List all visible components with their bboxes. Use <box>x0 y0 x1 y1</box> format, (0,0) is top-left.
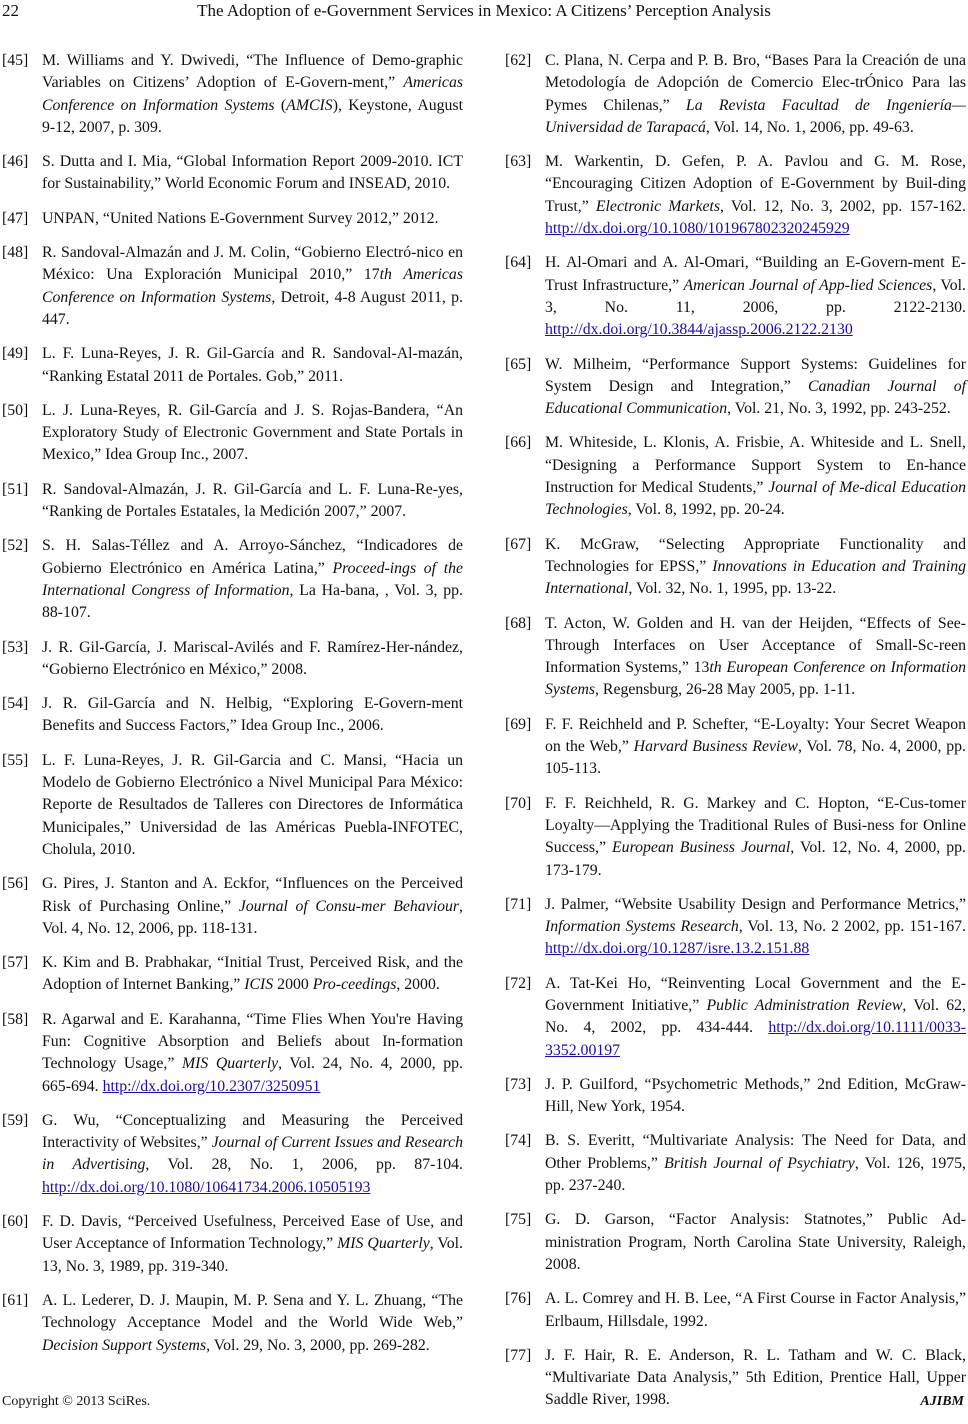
reference-entry <box>505 1130 966 1197</box>
reference-number: [65] <box>505 355 532 373</box>
reference-text-segment: , Vol. 24, No. 4, 2000, pp. 665-694. <box>42 1055 463 1095</box>
reference-text-segment: A. L. Lederer, D. J. Maupin, M. P. Sena and Y. L. Zhuang, “The Technology Acceptance Model and the World Wide Web,” <box>42 1291 463 1332</box>
reference-source-title: th European Conference on Information Systems <box>545 659 966 699</box>
reference-text <box>42 242 463 331</box>
reference-source-title: AMCIS <box>286 96 333 114</box>
reference-text-segment: A. L. Comrey and H. B. Lee, “A First Course in Factor Analysis,” Erlbaum, Hillsdale, 1992. <box>545 1290 966 1330</box>
reference-text <box>42 343 463 388</box>
reference-source-title: MIS Quarterly <box>337 1235 430 1253</box>
reference-text <box>42 637 463 682</box>
reference-text-segment: , Vol. 62, No. 4, 2002, pp. 434-444. <box>545 996 966 1037</box>
reference-entry <box>505 50 966 139</box>
reference-number: [69] <box>505 715 532 733</box>
doi-link[interactable]: http://dx.doi.org/10.1080/10641734.2006.10505193 <box>42 1178 371 1196</box>
reference-number: [53] <box>2 638 29 656</box>
references-left-column <box>2 50 463 1369</box>
reference-text-segment: , Vol. 78, No. 4, 2000, pp. 105-113. <box>545 738 966 778</box>
reference-source-title: Journal of Current Issues and Research in Advertising <box>42 1134 463 1174</box>
reference-text-segment: M. Williams and Y. Dwivedi, “The Influence of Demo-graphic Variables on Citizens’ Adoption of E-Govern-ment,” <box>42 52 463 92</box>
reference-text <box>545 432 966 521</box>
reference-text-segment: , Detroit, 4-8 August 2011, p. 447. <box>42 288 463 328</box>
reference-text-segment: 2000 <box>273 976 313 994</box>
reference-entry <box>2 1290 463 1357</box>
doi-link[interactable]: http://dx.doi.org/10.1111/0033-3352.00197 <box>545 1019 966 1059</box>
reference-text-segment: L. F. Luna-Reyes, J. R. Gil-Garcia and C. Mansi, “Hacia un Modelo de Gobierno Electrónico a Nivel Municipal Para México: Reporte de Resultados de Talleres con Directores de Informática Municipales,” Universidad de las Américas Puebla-INFOTEC, Cholula, 2010. <box>42 751 463 858</box>
reference-number: [68] <box>505 614 532 632</box>
reference-source-title: Pro-ceedings <box>312 976 397 994</box>
reference-text <box>545 973 966 1062</box>
reference-entry <box>2 693 463 738</box>
reference-text-segment: R. Sandoval-Almazán, J. R. Gil-García and L. F. Luna-Re-yes, “Ranking de Portales Estatales, la Medición 2007,” 2007. <box>42 480 463 521</box>
reference-text-segment: , Vol. 32, No. 1, 1995, pp. 13-22. <box>628 580 837 598</box>
reference-entry <box>2 952 463 997</box>
reference-text-segment: , Vol. 3, No. 11, 2006, pp. 2122-2130. <box>545 276 966 316</box>
reference-text-segment: J. R. Gil-García, J. Mariscal-Avilés and F. Ramírez-Her-nández, “Gobierno Electrónico en México,” 2008. <box>42 638 463 678</box>
reference-text-segment: F. F. Reichheld and P. Schefter, “E-Loyalty: Your Secret Weapon on the Web,” <box>545 715 966 756</box>
reference-text-segment: S. Dutta and I. Mia, “Global Information Report 2009-2010. ICT for Sustainability,” World Economic Forum and INSEAD, 2010. <box>42 153 463 193</box>
reference-entry <box>2 208 463 230</box>
reference-text-segment: , Vol. 21, No. 3, 1992, pp. 243-252. <box>727 400 951 418</box>
reference-text <box>42 1211 463 1278</box>
journal-abbreviation: AJIBM <box>920 1394 964 1409</box>
reference-text <box>545 252 966 341</box>
reference-entry <box>2 242 463 331</box>
reference-text <box>42 535 463 624</box>
reference-source-title: Americas Conference on Information Systems <box>42 74 463 114</box>
doi-link[interactable]: http://dx.doi.org/10.1287/isre.13.2.151.88 <box>545 940 810 958</box>
reference-text-segment: , Vol. 12, No. 3, 2002, pp. 157-162. <box>720 197 967 215</box>
reference-source-title: Public Administration Review <box>706 996 903 1014</box>
reference-text <box>545 534 966 601</box>
reference-number: [59] <box>2 1111 29 1129</box>
reference-number: [72] <box>505 974 532 992</box>
reference-number: [49] <box>2 345 29 363</box>
reference-source-title: Journal of Me-dical Education Technologies <box>545 479 966 519</box>
reference-entry <box>505 432 966 521</box>
reference-source-title: Harvard Business Review <box>633 738 798 756</box>
reference-entry <box>505 613 966 702</box>
reference-text-segment: S. H. Salas-Téllez and A. Arroyo-Sánchez, “Indicadores de Gobierno Electrónico en América Latina,” <box>42 537 463 577</box>
reference-text <box>42 400 463 467</box>
reference-entry <box>2 50 463 139</box>
reference-text <box>545 894 966 961</box>
references-right-column <box>505 50 966 1424</box>
reference-number: [70] <box>505 794 532 812</box>
reference-entry <box>2 873 463 940</box>
reference-number: [45] <box>2 52 29 69</box>
reference-text-segment: , Vol. 13, No. 3, 1989, pp. 319-340. <box>42 1235 463 1275</box>
reference-text <box>545 1288 966 1333</box>
reference-text <box>545 1130 966 1197</box>
reference-entry <box>2 400 463 467</box>
reference-text <box>42 1290 463 1357</box>
reference-number: [58] <box>2 1010 29 1028</box>
reference-text-segment: R. Sandoval-Almazán and J. M. Colin, “Gobierno Electró-nico en México: Una Exploración Municipal 2010,” 17 <box>42 244 463 284</box>
reference-entry <box>2 637 463 682</box>
reference-number: [57] <box>2 954 29 972</box>
page-footer <box>0 1391 968 1411</box>
reference-text-segment: C. Plana, N. Cerpa and P. B. Bro, “Bases Para la Creación de una Metodología de Adopción de Comercio Elec-trÓnico Para las Pymes Chilenas,” <box>545 52 966 114</box>
reference-number: [51] <box>2 480 29 498</box>
reference-text-segment: , Vol. 13, No. 2 2002, pp. 151-167. <box>738 918 966 936</box>
reference-entry <box>505 1288 966 1333</box>
reference-text <box>545 354 966 421</box>
reference-text <box>545 1209 966 1276</box>
reference-text-segment: , Vol. 8, 1992, pp. 20-24. <box>627 501 785 519</box>
reference-number: [75] <box>505 1211 532 1229</box>
reference-number: [73] <box>505 1075 532 1093</box>
copyright-notice: Copyright © 2013 SciRes. <box>2 1394 151 1409</box>
reference-number: [55] <box>2 751 29 769</box>
reference-text-segment: , Vol. 14, No. 1, 2006, pp. 49-63. <box>705 118 914 136</box>
reference-source-title: British Journal of Psychiatry <box>664 1154 855 1172</box>
reference-text-segment: M. Warkentin, D. Gefen, P. A. Pavlou and G. M. Rose, “Encouraging Citizen Adoption of E-Government by Buil-ding Trust,” <box>545 153 966 215</box>
reference-entry <box>505 973 966 1062</box>
reference-text-segment: , La Ha-bana, , Vol. 3, pp. 88-107. <box>42 581 463 622</box>
reference-text-segment: , Vol. 12, No. 4, 2000, pp. 173-179. <box>545 839 966 879</box>
reference-number: [77] <box>505 1346 532 1364</box>
reference-text-segment: M. Whiteside, L. Klonis, A. Frisbie, A. Whiteside and L. Snell, “Designing a Performance Support System to En-hance Instruction for Medical Students,” <box>545 434 966 497</box>
reference-entry <box>2 1009 463 1098</box>
reference-number: [50] <box>2 401 29 419</box>
reference-entry <box>2 1211 463 1278</box>
reference-entry <box>505 534 966 601</box>
reference-text <box>545 793 966 882</box>
reference-number: [64] <box>505 254 532 272</box>
reference-text-segment: , Vol. 4, No. 12, 2006, pp. 118-131. <box>42 897 463 937</box>
reference-text-segment: J. F. Hair, R. E. Anderson, R. L. Tatham and W. C. Black, “Multivariate Data Analysis,” 5th Edition, Prentice Hall, Upper Saddle River, 1998. <box>545 1346 966 1409</box>
reference-text <box>545 50 966 139</box>
reference-entry <box>505 252 966 341</box>
reference-text <box>42 50 463 139</box>
reference-source-title: Journal of Consu-mer Behaviour <box>238 897 460 915</box>
reference-entry <box>505 714 966 781</box>
reference-text-segment: K. McGraw, “Selecting Appropriate Functionality and Technologies for EPSS,” <box>545 535 966 575</box>
reference-number: [56] <box>2 875 29 893</box>
reference-entry <box>2 1110 463 1199</box>
reference-entry <box>505 354 966 421</box>
reference-entry <box>2 750 463 861</box>
reference-source-title: Information Systems Research <box>545 918 739 936</box>
reference-text <box>42 479 463 524</box>
reference-source-title: Innovations in Education and Training International <box>545 557 966 598</box>
reference-entry <box>505 1209 966 1276</box>
reference-number: [62] <box>505 52 532 69</box>
reference-entry <box>2 479 463 524</box>
reference-text-segment: L. J. Luna-Reyes, R. Gil-García and J. S. Rojas-Bandera, “An Exploratory Study of Electronic Government and State Portals in Mexico,” Idea Group Inc., 2007. <box>42 401 463 464</box>
reference-text-segment: ( <box>274 96 287 114</box>
reference-text-segment: J. R. Gil-García and N. Helbig, “Exploring E-Govern-ment Benefits and Success Factors,” Idea Group Inc., 2006. <box>42 695 463 735</box>
reference-entry <box>505 1074 966 1119</box>
reference-entry <box>505 894 966 961</box>
reference-number: [60] <box>2 1213 29 1231</box>
reference-text-segment: ), Keystone, August 9-12, 2007, p. 309. <box>42 96 463 136</box>
reference-text <box>42 873 463 940</box>
reference-text-segment: J. P. Guilford, “Psychometric Methods,” 2nd Edition, McGraw-Hill, New York, 1954. <box>545 1075 966 1116</box>
reference-source-title: Canadian Journal of Educational Communication <box>545 377 966 418</box>
reference-source-title: Proceed-ings of the International Congress of Information <box>42 559 463 599</box>
reference-text-segment: L. F. Luna-Reyes, J. R. Gil-García and R. Sandoval-Al-mazán, “Ranking Estatal 2011 de Portales. Gob,” 2011. <box>42 345 463 385</box>
doi-link[interactable]: http://dx.doi.org/10.2307/3250951 <box>102 1077 321 1095</box>
reference-text <box>42 1009 463 1098</box>
reference-source-title: European Business Journal <box>612 839 791 857</box>
reference-text-segment: , 2000. <box>396 976 440 994</box>
reference-entry <box>2 535 463 624</box>
reference-number: [74] <box>505 1132 532 1150</box>
doi-link[interactable]: http://dx.doi.org/10.1080/101967802320245929 <box>545 220 850 238</box>
reference-text-segment: , Vol. 29, No. 3, 2000, pp. 269-282. <box>206 1336 430 1354</box>
reference-number: [67] <box>505 535 532 553</box>
doi-link[interactable]: http://dx.doi.org/10.3844/ajassp.2006.2122.2130 <box>545 321 853 339</box>
reference-number: [71] <box>505 895 532 913</box>
reference-text-segment: T. Acton, W. Golden and H. van der Heijden, “Effects of See-Through Interfaces on User Acceptance of Small-Sc-reen Information Systems,” 13 <box>545 614 966 677</box>
reference-text-segment: F. D. Davis, “Perceived Usefulness, Perceived Ease of Use, and User Acceptance of Information Technology,” <box>42 1213 463 1253</box>
reference-text <box>545 151 966 240</box>
reference-text <box>545 613 966 702</box>
reference-source-title: Electronic Markets <box>595 197 721 215</box>
reference-text <box>42 952 463 997</box>
reference-source-title: MIS Quarterly <box>181 1055 279 1073</box>
reference-text-segment: R. Agarwal and E. Karahanna, “Time Flies When You're Having Fun: Cognitive Absorption and Beliefs about In-formation Technology Usage,” <box>42 1010 463 1073</box>
reference-text-segment: , Vol. 28, No. 1, 2006, pp. 87-104. <box>145 1156 463 1174</box>
reference-text <box>42 208 463 230</box>
reference-number: [61] <box>2 1291 29 1309</box>
reference-source-title: Decision Support Systems <box>42 1336 207 1354</box>
reference-source-title: ICIS <box>244 976 274 994</box>
reference-text-segment: J. Palmer, “Website Usability Design and Performance Metrics,” <box>545 895 966 913</box>
reference-text-segment: G. D. Garson, “Factor Analysis: Statnotes,” Public Ad-ministration Program, North Carolina State University, Raleigh, 2008. <box>545 1211 966 1273</box>
reference-source-title: American Journal of App-lied Sciences <box>683 276 933 294</box>
reference-text-segment: A. Tat-Kei Ho, “Reinventing Local Government and the E-Government Initiative,” <box>545 974 966 1014</box>
reference-number: [47] <box>2 209 29 227</box>
reference-text-segment: , Vol. 126, 1975, pp. 237-240. <box>545 1154 966 1195</box>
page-header <box>0 0 968 30</box>
reference-number: [48] <box>2 244 29 262</box>
reference-text-segment: UNPAN, “United Nations E-Government Survey 2012,” 2012. <box>42 209 439 227</box>
reference-source-title: La Revista Facultad de Ingeniería—Universidad de Tarapacá <box>545 96 966 136</box>
reference-number: [63] <box>505 153 532 171</box>
reference-entry <box>2 151 463 196</box>
reference-text-segment: F. F. Reichheld, R. G. Markey and C. Hopton, “E-Cus-tomer Loyalty—Applying the Traditional Rules of Busi-ness for Online Success,” <box>545 794 966 857</box>
reference-text <box>545 714 966 781</box>
reference-text <box>42 693 463 738</box>
reference-number: [54] <box>2 695 29 713</box>
reference-text-segment: K. Kim and B. Prabhakar, “Initial Trust, Perceived Risk, and the Adoption of Internet Banking,” <box>42 954 463 994</box>
reference-text-segment: B. S. Everitt, “Multivariate Analysis: The Need for Data, and Other Problems,” <box>545 1132 966 1172</box>
reference-text <box>42 1110 463 1199</box>
reference-text-segment: H. Al-Omari and A. Al-Omari, “Building an E-Govern-ment E-Trust Infrastructure,” <box>545 254 966 294</box>
page-number: 22 <box>2 1 19 20</box>
reference-number: [76] <box>505 1290 532 1308</box>
reference-text-segment: G. Wu, “Conceptualizing and Measuring the Perceived Interactivity of Websites,” <box>42 1111 463 1152</box>
running-title: The Adoption of e-Government Services in Mexico: A Citizens’ Perception Analysis <box>197 1 771 20</box>
reference-text <box>42 750 463 861</box>
reference-text-segment: W. Milheim, “Performance Support Systems: Guidelines for System Design and Integration,” <box>545 355 966 395</box>
reference-text <box>42 151 463 196</box>
reference-source-title: th Americas Conference on Information Systems <box>42 266 463 306</box>
reference-entry <box>505 151 966 240</box>
reference-entry <box>505 793 966 882</box>
reference-text <box>545 1074 966 1119</box>
reference-text-segment: , Regensburg, 26-28 May 2005, pp. 1-11. <box>595 681 856 699</box>
reference-text-segment: G. Pires, J. Stanton and A. Eckfor, “Influences on the Perceived Risk of Purchasing Online,” <box>42 875 463 915</box>
reference-number: [66] <box>505 434 532 452</box>
reference-number: [46] <box>2 153 29 171</box>
reference-number: [52] <box>2 537 29 555</box>
reference-entry <box>2 343 463 388</box>
